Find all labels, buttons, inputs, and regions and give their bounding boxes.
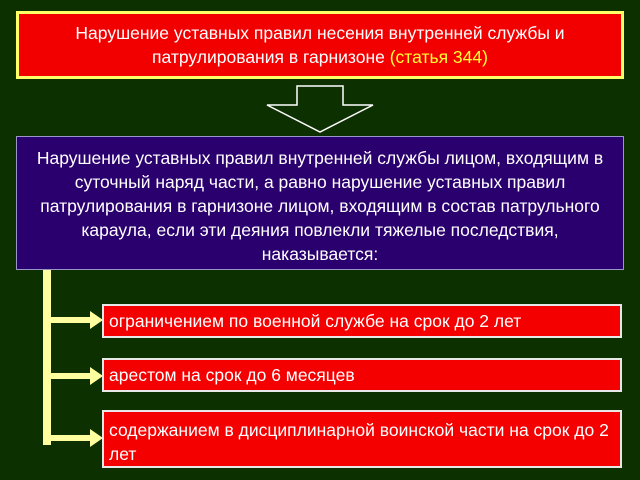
punishment-option-restriction	[102, 304, 622, 338]
punishment-label: арестом на срок до 6 месяцев	[109, 365, 355, 385]
title-text: Нарушение уставных правил несения внутренней службы и патрулирования в гарнизоне	[75, 23, 565, 67]
bracket-line	[43, 270, 51, 445]
punishment-label: содержанием в дисциплинарной воинской части на срок до 2 лет	[109, 420, 609, 464]
connector-line-1	[51, 317, 93, 323]
punishment-label: ограничением по военной службе на срок до 2 лет	[109, 311, 522, 331]
connector-line-2	[51, 373, 93, 379]
down-arrow-icon	[267, 86, 373, 132]
article-reference: (статья 344)	[389, 47, 488, 67]
punishment-option-disciplinary-unit	[102, 410, 622, 468]
description-text: Нарушение уставных правил внутренней службы лицом, входящим в суточный наряд части, а равно нарушение уставных правил патрулирования в гарнизоне лицом, входящим в состав патрульного караула, если эти деяния повлекли тяжелые последствия, наказывается:	[36, 148, 604, 264]
punishment-option-arrest	[102, 358, 622, 392]
connector-line-3	[51, 435, 93, 441]
description-box	[16, 136, 624, 270]
